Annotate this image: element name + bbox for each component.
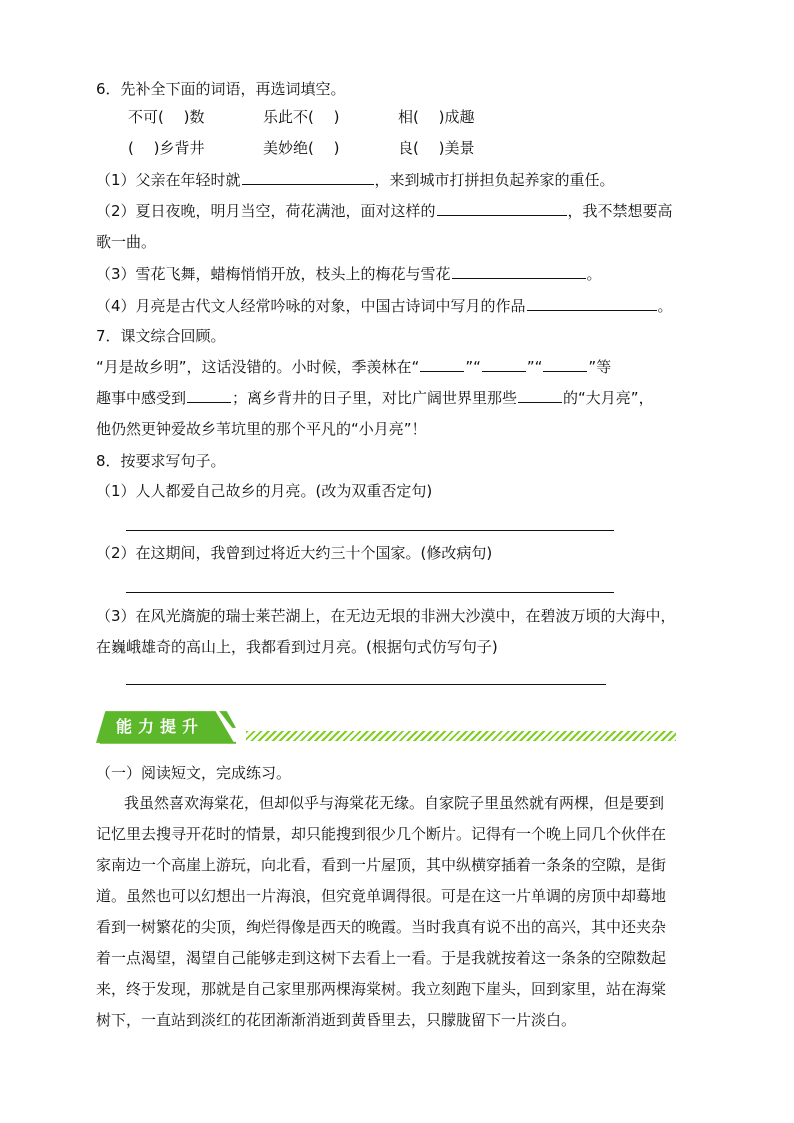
q7-para-line-2 <box>96 388 654 408</box>
q6-s2-text-b: ，我不禁想要高 <box>567 202 673 220</box>
q7-title: 7．课文综合回顾。 <box>96 327 226 345</box>
q7-p2-text-b: ；离乡背井的日子里，对比广阔世界里那些 <box>232 389 518 407</box>
reading-line-2: 记忆里去搜寻开花时的情景，却只能搜到很少几个断片。记得有一个晚上同几个伙伴在 <box>96 825 667 843</box>
q6-word-2: 乐此不( ) <box>263 108 340 126</box>
banner-hatch-decoration <box>246 731 676 741</box>
q6-s3-text-a: （3）雪花飞舞，蜡梅悄悄开放，枝头上的梅花与雪花 <box>96 265 451 283</box>
q6-word-3: 相( )成趣 <box>398 108 475 126</box>
q6-word-4: ( )乡背井 <box>128 139 205 157</box>
q8-sentence-3a: （3）在风光旖旎的瑞士莱芒湖上，在无边无垠的非洲大沙漠中，在碧波万顷的大海中， <box>96 607 676 625</box>
q7-blank-5[interactable] <box>518 388 562 403</box>
q8-answer-line-3[interactable] <box>126 684 606 685</box>
q6-sentence-3 <box>96 264 602 284</box>
q6-word-5: 美妙绝( ) <box>263 139 340 157</box>
q7-p1-text-d: ”等 <box>588 358 612 376</box>
q6-s4-text-a: （4）月亮是古代文人经常吟咏的对象，中国古诗词中写月的作品 <box>96 297 526 315</box>
q8-answer-line-1[interactable] <box>126 530 614 531</box>
q7-p1-text-c: ”“ <box>526 358 543 376</box>
q7-blank-1[interactable] <box>420 357 464 372</box>
q7-p1-text-b: ”“ <box>465 358 481 376</box>
banner-label: 能力提升 <box>116 717 205 736</box>
q6-s2-text-a: （2）夏日夜晚，明月当空，荷花满池，面对这样的 <box>96 202 436 220</box>
q6-s3-blank[interactable] <box>452 264 586 279</box>
q6-word-1: 不可( )数 <box>128 108 205 126</box>
q8-sentence-2: （2）在这期间，我曾到过将近大约三十个国家。(修改病句) <box>96 544 493 562</box>
q7-para-line-3: 他仍然更钟爱故乡苇坑里的那个平凡的“小月亮”！ <box>96 420 427 438</box>
q7-p1-text-a: “月是故乡明”，这话没错的。小时候，季羡林在“ <box>96 358 420 376</box>
section-banner <box>96 709 680 747</box>
q7-blank-2[interactable] <box>482 357 526 372</box>
q8-sentence-3b: 在巍峨雄奇的高山上，我都看到过月亮。(根据句式仿写句子) <box>96 638 498 656</box>
reading-line-8: 树下，一直站到淡红的花团渐渐消逝到黄昏里去，只朦胧留下一片淡白。 <box>96 1011 577 1029</box>
reading-line-5: 看到一树繁花的尖顶，绚烂得像是西天的晚霞。当时我真有说不出的高兴，其中还夹杂 <box>96 918 667 936</box>
q6-sentence-1 <box>96 170 615 190</box>
q6-s1-blank[interactable] <box>242 170 374 185</box>
q6-s2-blank[interactable] <box>437 201 567 216</box>
q8-sentence-1: （1）人人都爱自己故乡的月亮。(改为双重否定句) <box>96 482 433 500</box>
q7-para-line-1 <box>96 357 611 377</box>
q8-title: 8．按要求写句子。 <box>96 452 226 470</box>
q6-s1-text-a: （1）父亲在年轻时就 <box>96 171 241 189</box>
q7-blank-4[interactable] <box>187 388 231 403</box>
q8-answer-line-2[interactable] <box>126 592 614 593</box>
q7-p2-text-a: 趣事中感受到 <box>96 389 187 407</box>
q6-s4-text-b: 。 <box>657 297 673 315</box>
q6-s4-blank[interactable] <box>527 296 657 311</box>
q6-s3-text-b: 。 <box>586 265 602 283</box>
reading-line-1: 我虽然喜欢海棠花，但却似乎与海棠花无缘。自家院子里虽然就有两棵，但是要到 <box>124 794 665 812</box>
q6-s2-continued: 歌一曲。 <box>96 233 157 251</box>
reading-line-3: 家南边一个高崖上游玩，向北看，看到一片屋顶，其中纵横穿插着一条条的空隙，是街 <box>96 856 667 874</box>
q6-sentence-2 <box>96 201 673 221</box>
q7-p2-text-c: 的“大月亮”， <box>563 389 654 407</box>
reading-line-7: 来，终于发现，那就是自己家里那两棵海棠树。我立刻跑下崖头，回到家里，站在海棠 <box>96 980 667 998</box>
q6-sentence-4 <box>96 296 673 316</box>
reading-line-6: 着一点渴望，渴望自己能够走到这树下去看上一看。于是我就按着这一条条的空隙数起 <box>96 949 667 967</box>
reading-title: （一）阅读短文，完成练习。 <box>96 764 292 782</box>
reading-line-4: 道。虽然也可以幻想出一片海浪，但究竟单调得很。可是在这一片单调的房顶中却蓦地 <box>96 887 667 905</box>
q6-s1-text-b: ，来到城市打拼担负起养家的重任。 <box>374 171 615 189</box>
q7-blank-3[interactable] <box>543 357 587 372</box>
q6-word-6: 良( )美景 <box>398 139 475 157</box>
q6-title: 6．先补全下面的词语，再选词填空。 <box>96 80 346 98</box>
